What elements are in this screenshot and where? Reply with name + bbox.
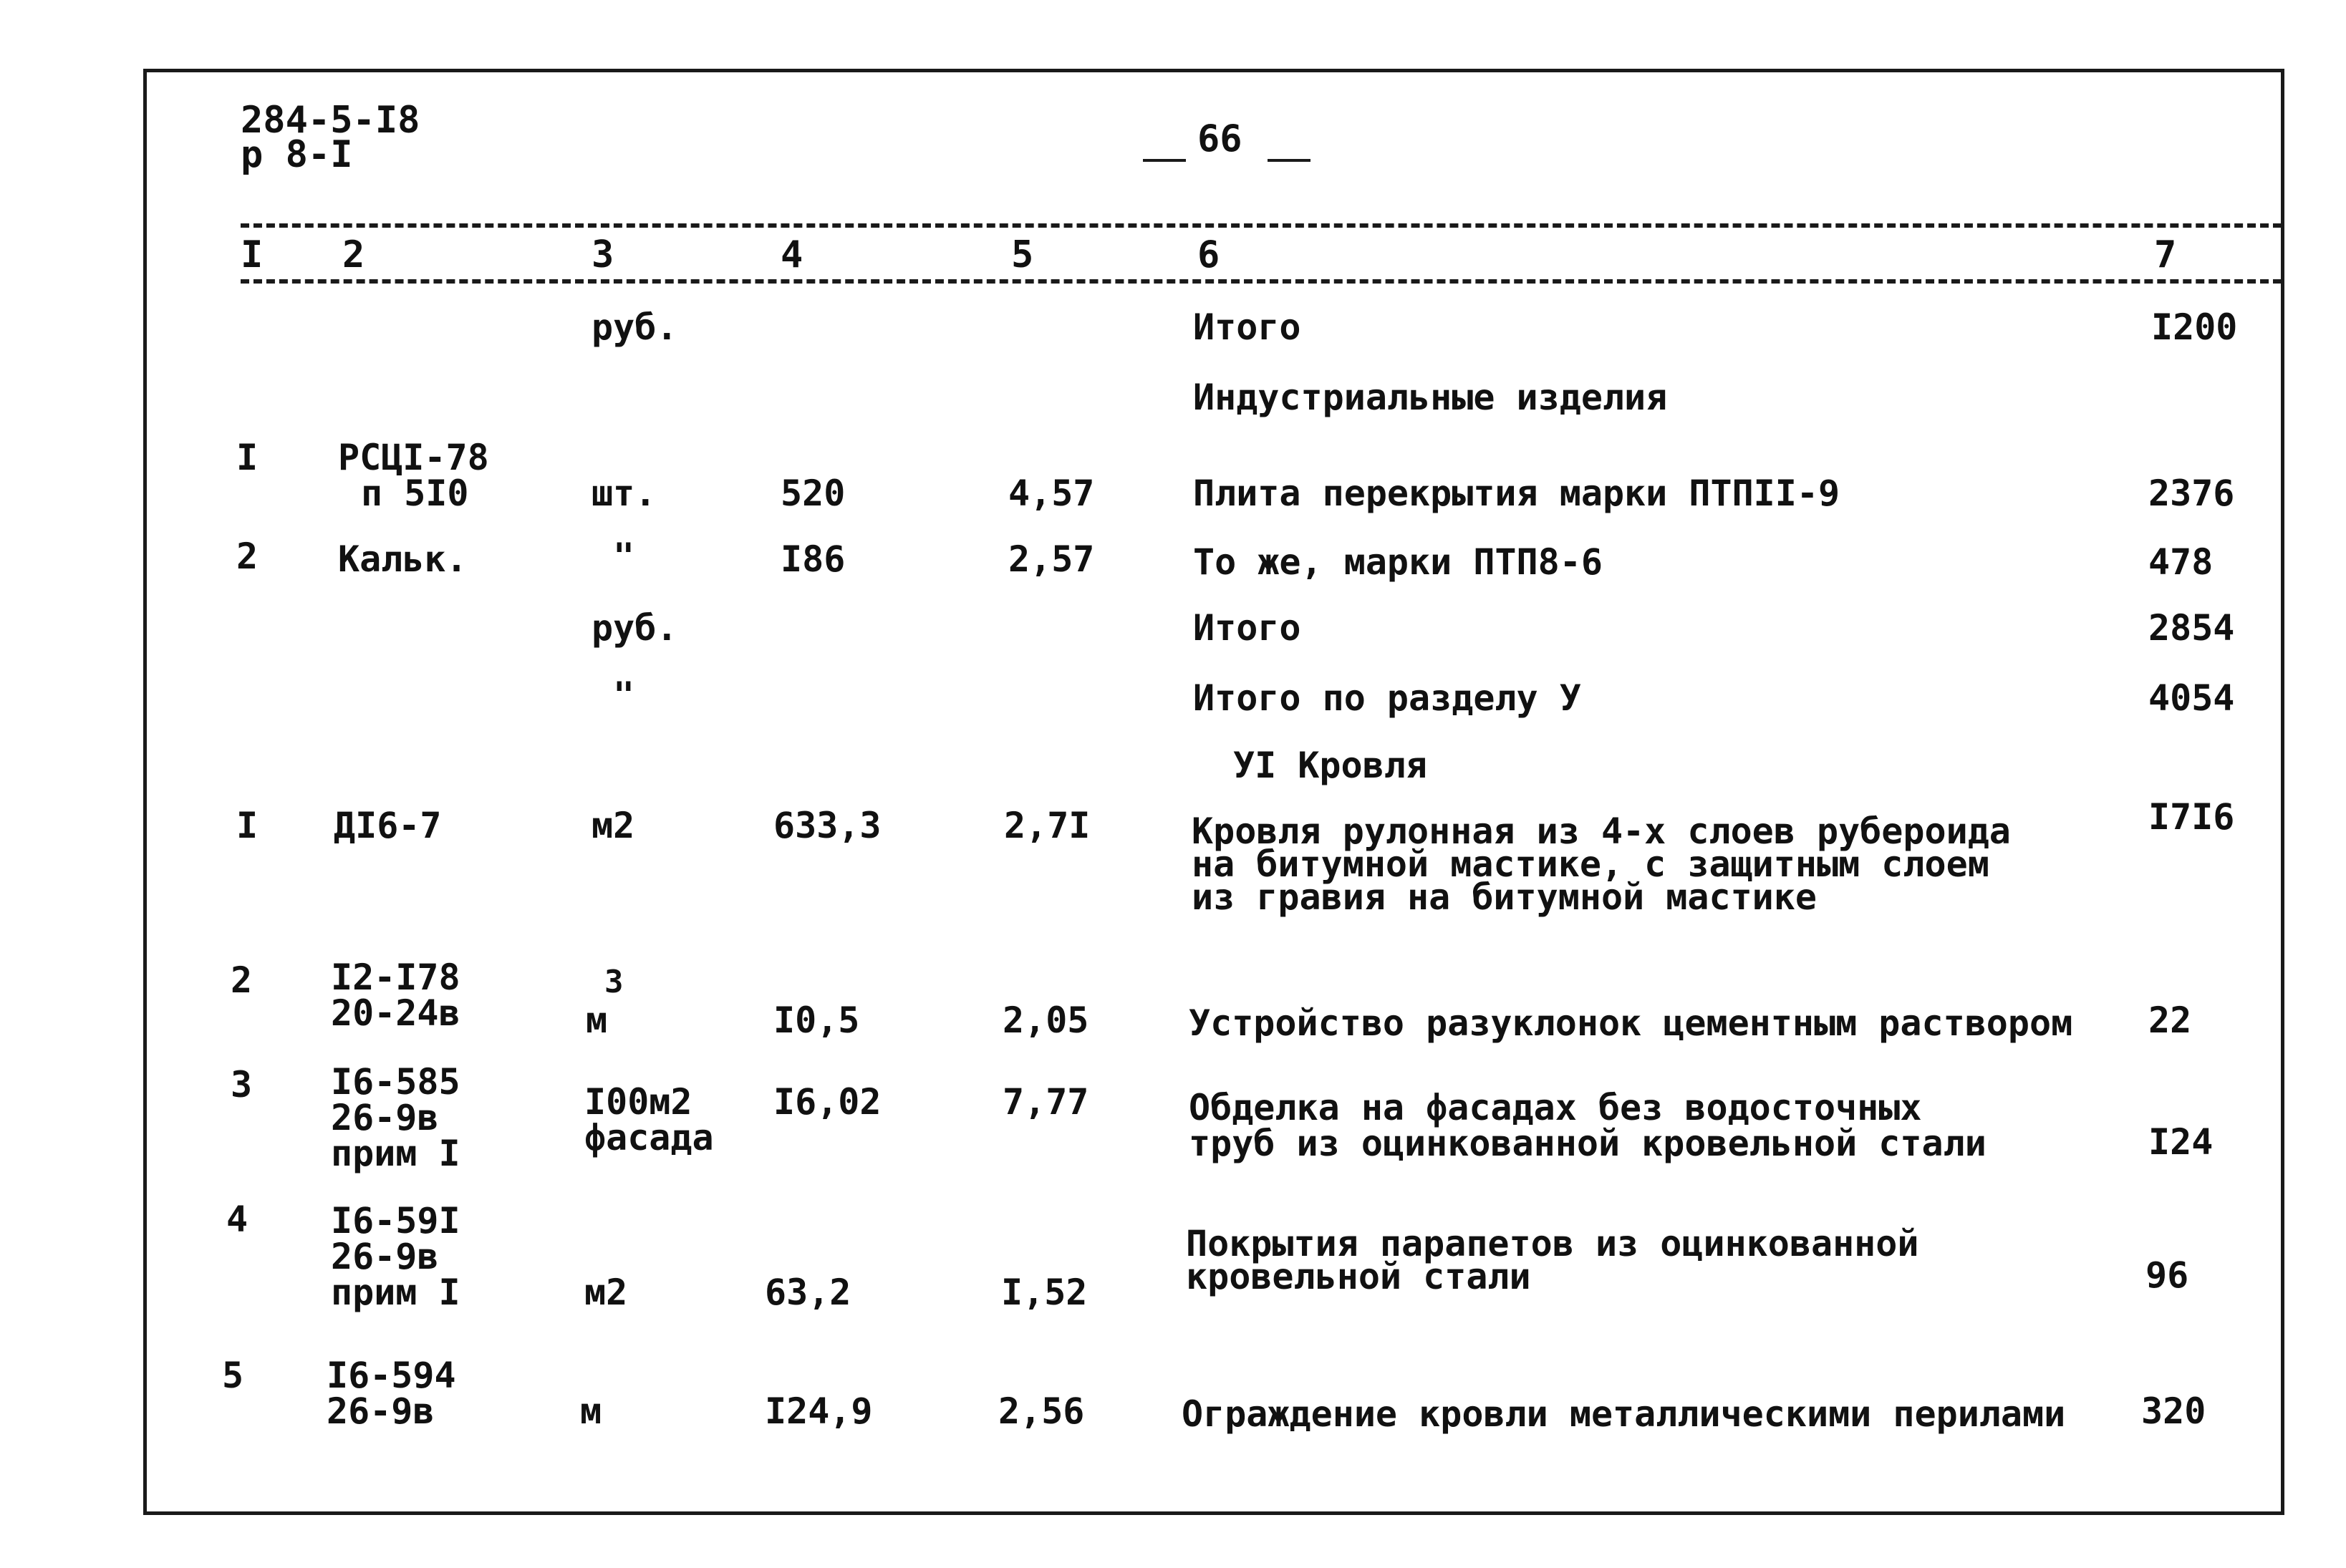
row-7-qty: 633,3 [773,805,882,846]
row-2-code-1: п 5I0 [361,473,469,514]
row-8-unit-sup: 3 [604,964,624,1000]
row-10-code-1: 26-9в [331,1236,439,1277]
doc-code: 284-5-I8 [241,99,420,142]
row-6-desc: УI Кровля [1233,745,1427,786]
row-11-unit: м [580,1390,602,1432]
row-10-unit: м2 [584,1272,628,1313]
row-11-qty: I24,9 [765,1390,873,1432]
row-10-num: 4 [226,1199,248,1240]
row-4-desc: Итого [1193,607,1301,649]
column-header-3: 3 [592,233,614,276]
row-11-desc: Ограждение кровли металлическими перилами [1182,1393,2066,1435]
row-8-price: 2,05 [1003,1000,1089,1041]
row-9-desc-0: Обделка на фасадах без водосточных [1189,1087,1922,1128]
column-header-4: 4 [781,233,803,276]
column-header-2: 2 [342,233,365,276]
row-7-price: 2,7I [1004,805,1091,846]
row-11-price: 2,56 [998,1390,1085,1432]
row-3-num: 2 [236,536,259,577]
row-5-desc: Итого по разделу У [1193,677,1581,719]
row-7-unit: м2 [592,805,635,846]
row-10-code-0: I6-59I [331,1200,460,1242]
row-4-unit: руб. [592,607,678,649]
row-9-code-0: I6-585 [331,1061,460,1103]
row-2-unit: шт. [592,473,657,514]
row-5-total: 4054 [2148,677,2235,719]
row-2-qty: 520 [781,473,846,514]
row-2-total: 2376 [2148,473,2235,514]
page-number-dash-left [1143,159,1186,162]
row-10-code-2: прим I [331,1272,460,1313]
row-9-code-2: прим I [331,1133,460,1174]
column-header-5: 5 [1011,233,1034,276]
document-frame [143,69,2284,1515]
column-header-6: 6 [1197,233,1220,276]
row-10-desc-1: кровельной стали [1186,1256,1531,1297]
header-rule-bottom [241,279,2282,284]
row-3-desc: То же, марки ПТП8-6 [1193,541,1603,583]
row-8-unit: м [586,1000,608,1041]
row-3-code-0: Кальк. [338,538,468,580]
sheet-ref: р 8-I [241,133,353,176]
row-2-num: I [236,437,259,478]
row-2-desc: Плита перекрытия марки ПТПII-9 [1193,473,1840,514]
row-2-price: 4,57 [1008,473,1095,514]
row-2-code-0: РСЦI-78 [338,437,489,478]
row-10-price: I,52 [1001,1272,1088,1313]
row-1-desc: Индустриальные изделия [1193,377,1668,418]
row-11-num: 5 [222,1355,244,1396]
row-9-unit: I00м2 [584,1081,692,1123]
row-8-desc: Устройство разуклонок цементным раствором [1189,1002,2073,1044]
row-9-desc-1: труб из оцинкованной кровельной стали [1189,1123,1987,1164]
row-7-total: I7I6 [2148,796,2235,838]
row-11-code-0: I6-594 [327,1355,456,1396]
row-11-code-1: 26-9в [327,1390,435,1432]
row-0-desc: Итого [1193,306,1301,348]
row-8-num: 2 [231,959,253,1001]
row-7-desc-0: Кровля рулонная из 4-х слоев рубероида [1192,810,2011,852]
row-7-desc-2: из гравия на битумной мастике [1192,876,1817,918]
page-number-dash-right [1268,159,1310,162]
row-8-qty: I0,5 [773,1000,860,1041]
row-7-num: I [236,805,259,846]
row-3-unit: " [613,536,635,577]
row-0-unit: руб. [592,306,678,348]
row-9-total: I24 [2148,1121,2214,1163]
row-3-price: 2,57 [1008,538,1095,580]
row-7-desc-1: на битумной мастике, с защитным слоем [1192,843,1989,885]
row-7-code-0: ДI6-7 [334,805,442,846]
column-header-1: I [241,233,264,276]
row-8-code-1: 20-24в [331,992,460,1034]
row-10-total: 96 [2145,1254,2189,1296]
page-number: 66 [1197,117,1242,160]
row-9-code-1: 26-9в [331,1097,439,1138]
row-11-total: 320 [2141,1390,2206,1432]
row-8-total: 22 [2148,1000,2192,1041]
row-9-num: 3 [231,1064,253,1105]
row-4-total: 2854 [2148,607,2235,649]
row-9-price: 7,77 [1003,1081,1089,1123]
row-10-qty: 63,2 [765,1272,851,1313]
column-header-7: 7 [2154,233,2177,276]
row-9-qty: I6,02 [773,1081,882,1123]
row-5-unit: " [613,674,635,716]
row-10-desc-0: Покрытия парапетов из оцинкованной [1186,1223,1919,1264]
row-0-total: I200 [2151,306,2238,348]
row-3-qty: I86 [781,538,846,580]
row-3-total: 478 [2148,541,2214,583]
row-9-unit-2: фасада [584,1117,714,1158]
header-rule-top [241,223,2282,228]
row-8-code-0: I2-I78 [331,957,460,998]
